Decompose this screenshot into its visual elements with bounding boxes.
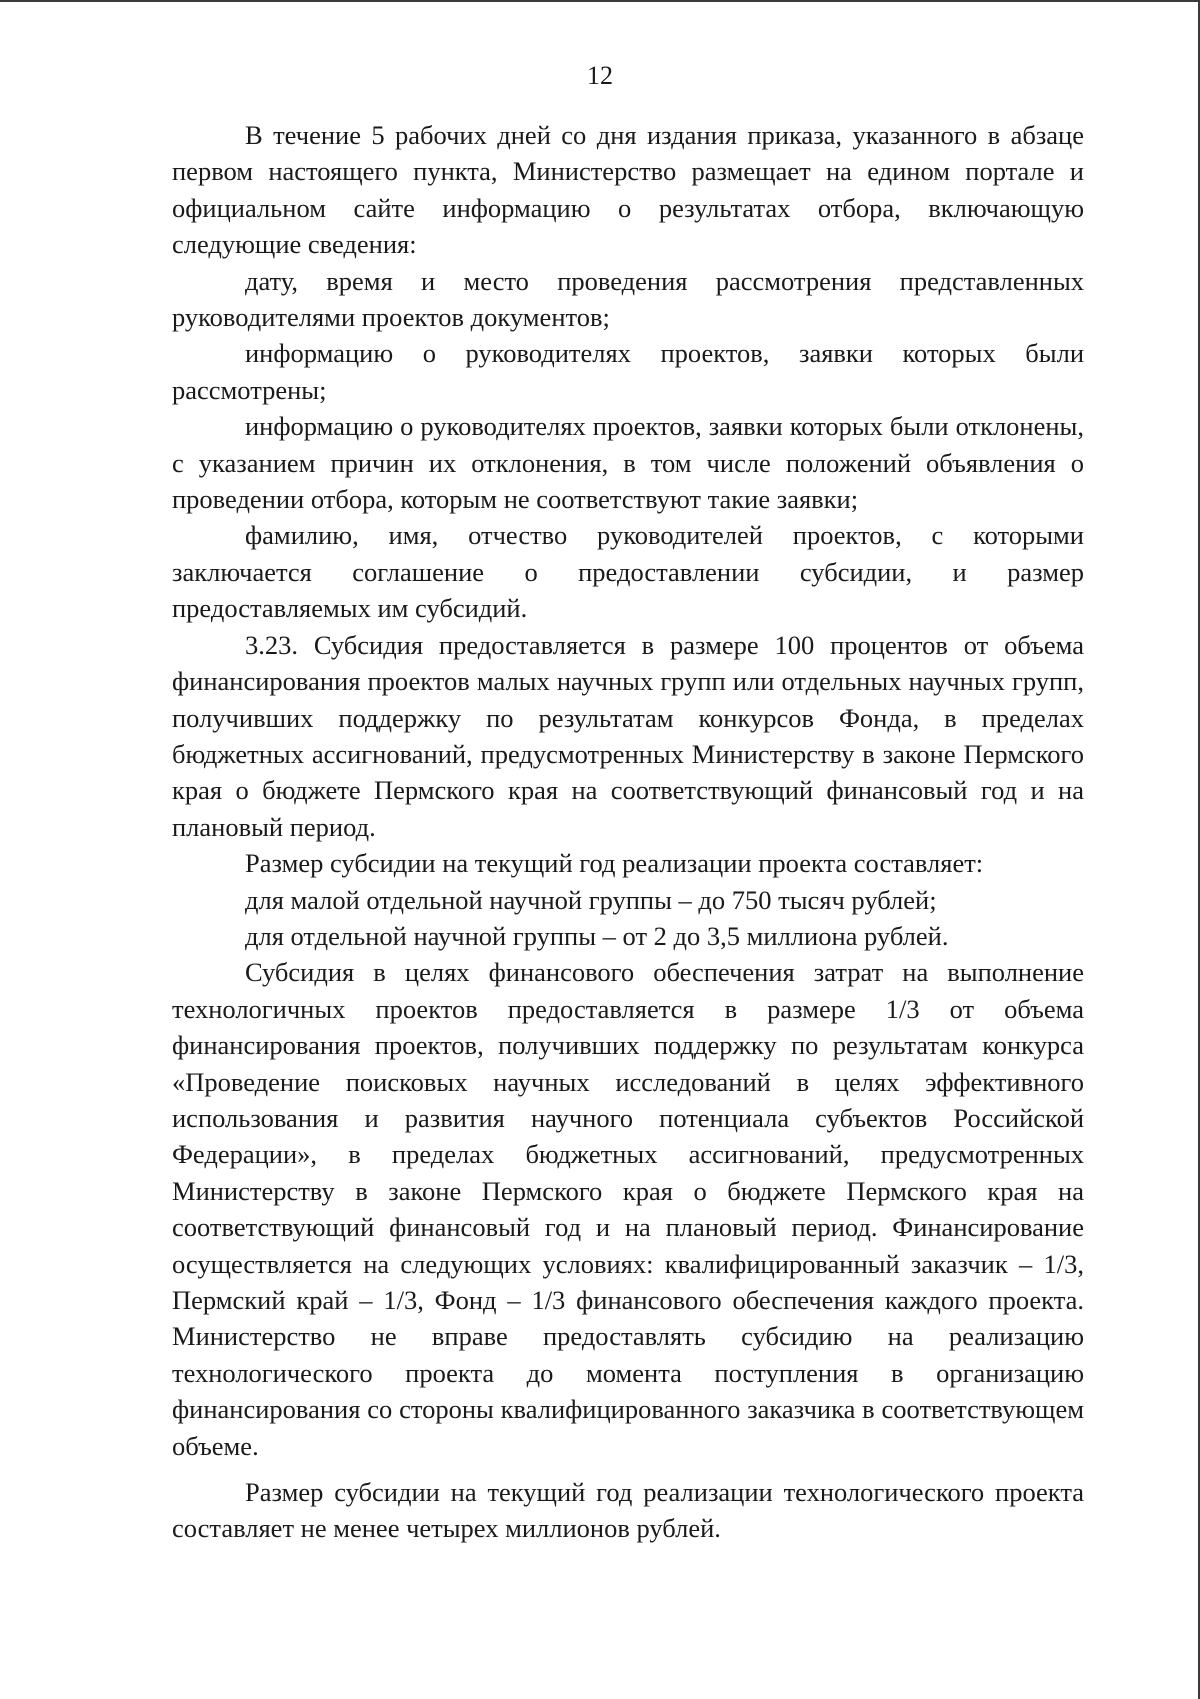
paragraph-technological-projects: Субсидия в целях финансового обеспечения затрат на выполнение технологичных проектов предоставляется в размере 1/3 от объема финансирования проектов, получивших поддержку по результатам конкурса «Проведение поисковых научных исследований в целях эффективного использования и развития научного потенциала субъектов Российской Федерации», в пределах бюджетных ассигнований, предусмотренных Министерству в законе Пермского края о бюджете Пермского края на соответствующий финансовый год и на плановый период. Финансирование осуществляется на следующих условиях: квалифицированный заказчик – 1/3, Пермский край – 1/3, Фонд – 1/3 финансового обеспечения каждого проекта. Министерство не вправе предоставлять субсидию на реализацию технологического проекта до момента поступления в организацию финансирования со стороны квалифицированного заказчика в соответствующем объеме. <box>172 957 1084 1461</box>
paragraph-results-publication: В течение 5 рабочих дней со дня издания приказа, указанного в абзаце первом настоящего пункта, Министерство размещает на едином портале и официальном сайте информацию о результатах отбора, включающую следующие сведения: <box>172 120 1084 260</box>
paragraph-3-23-subsidy-size: 3.23. Субсидия предоставляется в размере 100 процентов от объема финансирования проектов малых научных групп или отдельных научных групп, получивших поддержку по результатам конкурсов Фонда, в пределах бюджетных ассигнований, предусмотренных Министерству в законе Пермского края о бюджете Пермского края на соответствующий финансовый год и на плановый период. <box>172 629 1084 842</box>
paragraph-small-group-amount: для малой отдельной научной группы – до 750 тысяч рублей; <box>245 884 937 915</box>
page-number: 12 <box>587 61 613 90</box>
paragraph-reviewed-applications: информацию о руководителях проектов, заявки которых были рассмотрены; <box>172 338 1084 405</box>
paragraph-technological-amount: Размер субсидии на текущий год реализации технологического проекта составляет не менее четырех миллионов рублей. <box>172 1477 1084 1544</box>
paragraph-rejected-applications: информацию о руководителях проектов, заявки которых были отклонены, с указанием причин их отклонения, в том числе положений объявления о проведении отбора, которым не соответствуют такие заявки; <box>172 411 1084 515</box>
document-body <box>172 117 1084 1547</box>
paragraph-group-amount: для отдельной научной группы – от 2 до 3,5 миллиона рублей. <box>245 920 949 951</box>
scan-border-top <box>0 0 1200 2</box>
paragraph-date-time-place: дату, время и место проведения рассмотрения представленных руководителями проектов документов; <box>172 265 1084 333</box>
paragraph-annual-subsidy-amount: Размер субсидии на текущий год реализации проекта составляет: <box>245 848 984 879</box>
paragraph-agreement-recipients: фамилию, имя, отчество руководителей проектов, с которыми заключается соглашение о предоставлении субсидии, и размер предоставляемых им субсидий. <box>172 520 1084 624</box>
